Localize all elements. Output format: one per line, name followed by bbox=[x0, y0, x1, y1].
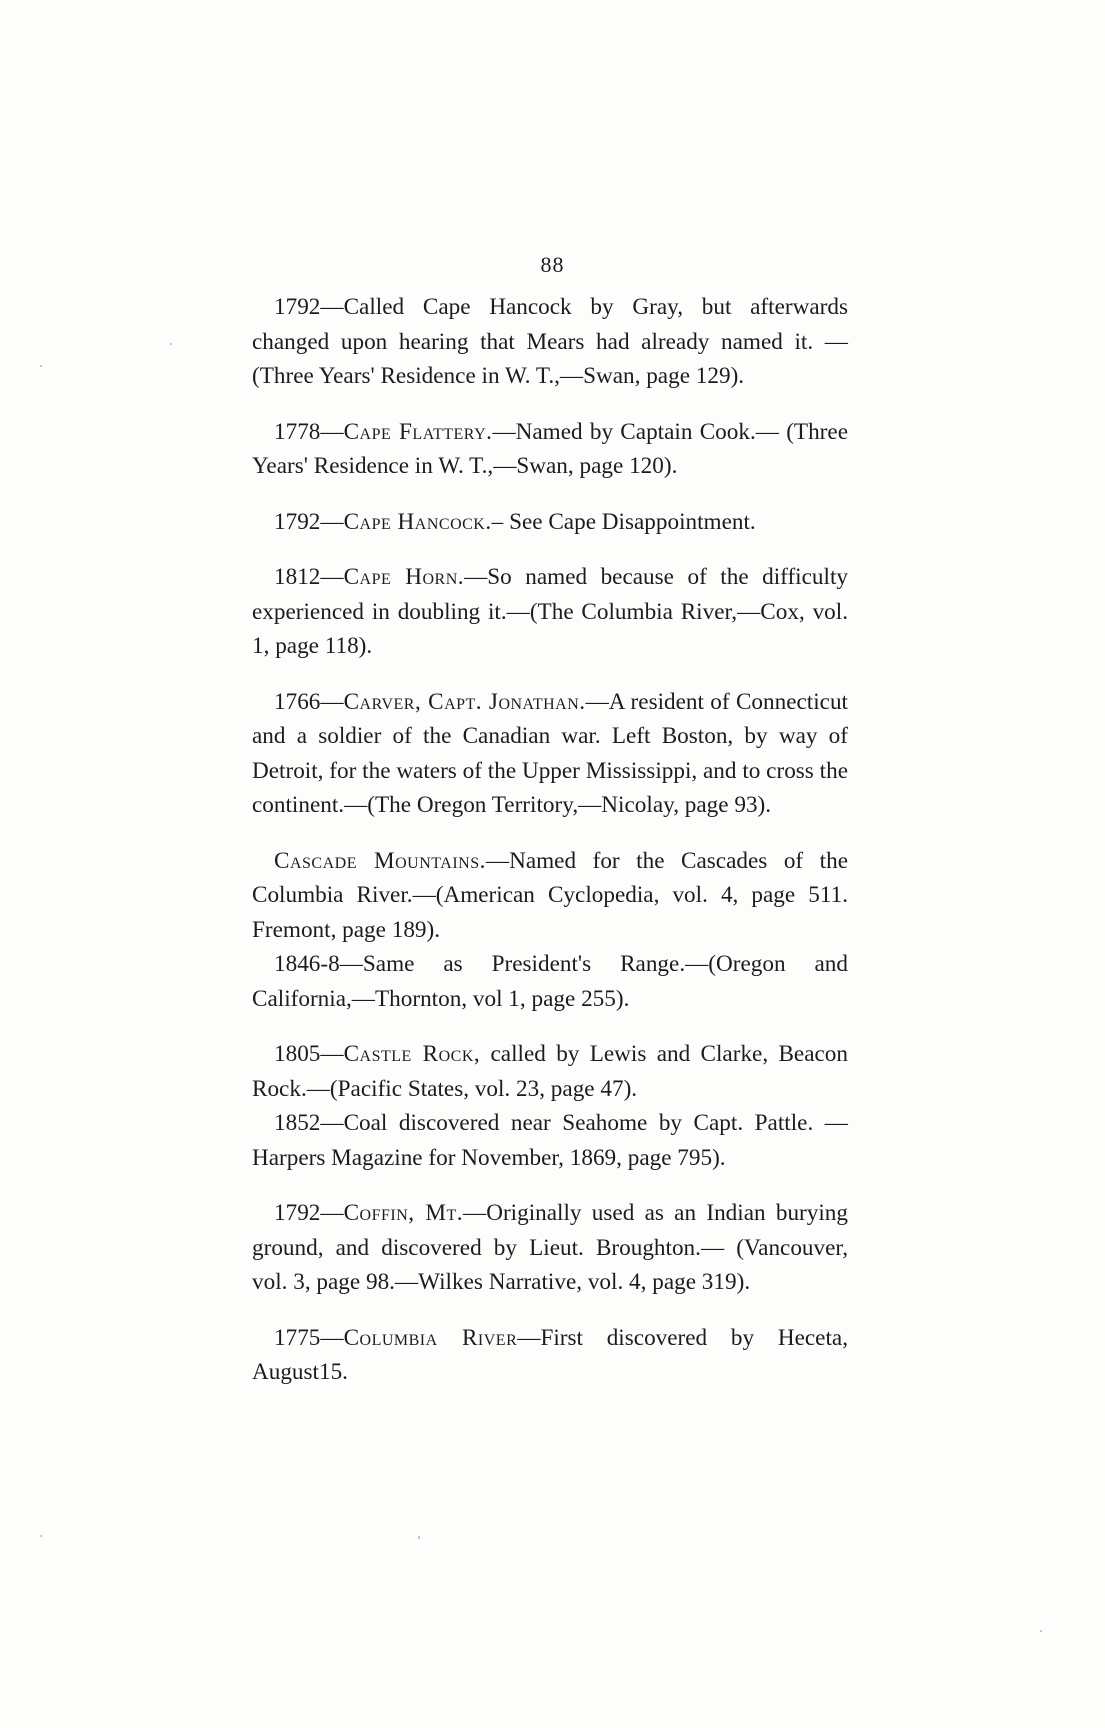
entry-title: Coffin, Mt. bbox=[343, 1200, 464, 1226]
entry-presidents-range bbox=[252, 947, 848, 1016]
entry-cape-flattery bbox=[252, 415, 848, 484]
entry-cape-horn bbox=[252, 560, 848, 664]
entry-title: Cape Flattery. bbox=[343, 418, 493, 445]
entry-1792-called-cape-hancock bbox=[252, 290, 848, 394]
entry-year: 1766— bbox=[274, 688, 344, 715]
entry-cape-hancock bbox=[252, 505, 848, 540]
entry-text: —So named because of the difficulty experienced in doubling it.—(The Columbia River,—Cox, vol. 1, page 118). bbox=[252, 564, 848, 659]
entry-title: Castle Rock, bbox=[343, 1041, 481, 1067]
entry-text: —First discovered by Heceta, August15. bbox=[252, 1324, 848, 1385]
page-text bbox=[252, 290, 848, 1390]
entry-text: —Named for the Cascades of the Columbia River.—(American Cyclopedia, vol. 4, page 511. Fremont, page 189). bbox=[252, 847, 848, 943]
entry-text: —Coal discovered near Seahome by Capt. Pattle. —Harpers Magazine for November, 1869, page 795). bbox=[252, 1110, 848, 1171]
paper-speck bbox=[170, 343, 172, 345]
entry-title: Cape Hancock. bbox=[343, 508, 492, 535]
page-number: 88 bbox=[540, 252, 565, 277]
entry-columbia-river bbox=[252, 1321, 848, 1390]
entry-cascade-mountains bbox=[252, 844, 848, 948]
entry-text: —Same as President's Range.—(Oregon and California,—Thornton, vol 1, page 255). bbox=[252, 951, 848, 1012]
entry-year: 1792 bbox=[274, 294, 321, 320]
entry-year: 1846-8 bbox=[274, 951, 340, 977]
entry-text: —Originally used as an Indian burying ground, and discovered by Lieut. Broughton.— (Vancouver, vol. 3, page 98.—Wilkes Narrative, vol. 4, page 319). bbox=[252, 1200, 848, 1295]
paper-speck bbox=[40, 365, 42, 367]
entry-year: 1812— bbox=[274, 564, 344, 590]
entry-text: —Called Cape Hancock by Gray, but afterwards changed upon hearing that Mears had already named it. —(Three Years' Residence in W. T.,—Swan, page 129). bbox=[252, 294, 848, 389]
entry-text: – See Cape Disappointment. bbox=[491, 508, 756, 535]
entry-text: called by Lewis and Clarke, Beacon Rock.—(Pacific States, vol. 23, page 47). bbox=[252, 1041, 848, 1102]
entry-coal-discovered bbox=[252, 1106, 848, 1175]
entry-year: 1805— bbox=[274, 1041, 344, 1067]
paper-speck bbox=[40, 1535, 42, 1537]
entry-text: —A resident of Connecticut and a soldier of the Canadian war. Left Boston, by way of Detroit, for the waters of the Upper Mississippi, and to cross the continent.—(The Oregon Territory,—Nicolay, page 93). bbox=[252, 688, 848, 818]
entry-title: Cape Horn. bbox=[343, 564, 465, 590]
entry-year: 1778— bbox=[274, 418, 344, 445]
entry-year: 1775— bbox=[274, 1324, 344, 1351]
entry-carver-jonathan bbox=[252, 685, 848, 823]
entry-coffin-mt bbox=[252, 1196, 848, 1300]
entry-title: Cascade Mountains. bbox=[274, 847, 486, 874]
entry-text: —Named by Captain Cook.— (Three Years' Residence in W. T.,—Swan, page 120). bbox=[252, 418, 848, 479]
paper-speck bbox=[1040, 1630, 1042, 1632]
entry-castle-rock bbox=[252, 1037, 848, 1106]
entry-title: Columbia River bbox=[343, 1324, 518, 1351]
entry-title: Carver, Capt. Jonathan. bbox=[343, 688, 586, 715]
paper-speck bbox=[418, 1536, 420, 1539]
entry-year: 1792— bbox=[274, 1200, 344, 1226]
entry-year: 1792— bbox=[274, 508, 344, 535]
entry-year: 1852 bbox=[274, 1110, 321, 1136]
